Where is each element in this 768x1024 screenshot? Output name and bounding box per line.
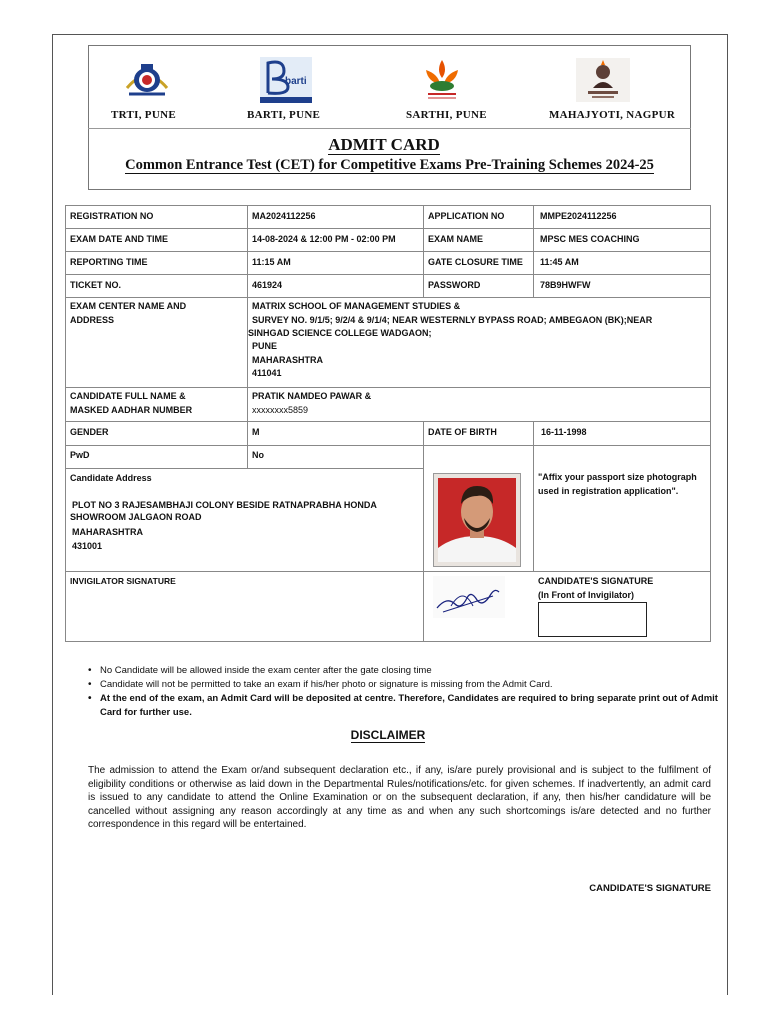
- admit-card-subtitle: [88, 157, 691, 174]
- footer-candidate-signature: CANDIDATE'S SIGNATURE: [589, 883, 711, 894]
- instruction-item: • Candidate will not be permitted to take an exam if his/her photo or signature is missing from the Admit Card.: [88, 678, 718, 692]
- candidate-signature-label-line-1: CANDIDATE'S SIGNATURE: [538, 576, 654, 586]
- header-divider: [88, 128, 691, 129]
- exam-center-label-line-1: EXAM CENTER NAME AND: [70, 301, 187, 311]
- gender-value: M: [252, 427, 260, 437]
- exam-center-label-line-2: ADDRESS: [70, 314, 115, 325]
- row-line: [65, 228, 711, 229]
- logo-label-barti: BARTI, PUNE: [247, 109, 321, 121]
- ticket-no-label: TICKET NO.: [70, 280, 121, 290]
- candidate-address-line-3: MAHARASHTRA: [72, 527, 143, 537]
- candidate-address-line-2: SHOWROOM JALGAON ROAD: [70, 512, 202, 522]
- row-line: [65, 468, 424, 469]
- photo-instruction: [538, 471, 697, 498]
- disclaimer-title-text: DISCLAIMER: [350, 728, 426, 742]
- exam-center-line-6: 411041: [252, 368, 282, 378]
- logo-label-mahajyoti: MAHAJYOTI, NAGPUR: [549, 109, 676, 121]
- trti-emblem-icon: [121, 58, 173, 100]
- dob-label: DATE OF BIRTH: [428, 427, 497, 437]
- instructions-list: [88, 664, 718, 720]
- masked-aadhar: xxxxxxxx5859: [252, 404, 309, 415]
- table-border-left: [65, 205, 66, 642]
- table-border-right: [710, 205, 711, 642]
- photo-instruction-line-1: "Affix your passport size photograph: [538, 472, 697, 482]
- exam-name-value: MPSC MES COACHING: [540, 234, 640, 244]
- exam-center-value-cont: [252, 340, 323, 381]
- candidate-name-label: [70, 390, 192, 417]
- candidate-signature-image: [433, 576, 505, 618]
- gate-closure-value: 11:45 AM: [540, 257, 579, 267]
- col-line: [533, 421, 534, 572]
- reporting-time-label: REPORTING TIME: [70, 257, 148, 267]
- candidate-name: PRATIK NAMDEO PAWAR &: [252, 391, 372, 401]
- ticket-no-value: 461924: [252, 280, 283, 290]
- registration-no-label: REGISTRATION NO: [70, 211, 154, 221]
- photo-instruction-line-2: used in registration application".: [538, 485, 679, 496]
- instruction-item: • No Candidate will be allowed inside the exam center after the gate closing time: [88, 664, 718, 678]
- application-no-label: APPLICATION NO: [428, 211, 505, 221]
- exam-date-value: 14-08-2024 & 12:00 PM - 02:00 PM: [252, 234, 396, 244]
- instruction-item: • At the end of the exam, an Admit Card will be deposited at centre. Therefore, Candidates are required to bring separate print out of Admit Card for further use.: [88, 692, 718, 720]
- exam-center-line-2: SURVEY NO. 9/1/5; 9/2/4 & 9/1/4; NEAR WESTERNLY BYPASS ROAD; AMBEGAON (BK);NEAR: [252, 314, 653, 325]
- registration-no-value: MA2024112256: [252, 211, 316, 221]
- admit-card-title: [0, 135, 768, 155]
- table-border-top: [65, 205, 711, 206]
- gender-label: GENDER: [70, 427, 109, 437]
- candidate-signature-label: [538, 575, 653, 602]
- candidate-signature-label-line-2: (In Front of Invigilator): [538, 589, 634, 600]
- col-line: [533, 205, 534, 298]
- logo-label-sarthi: SARTHI, PUNE: [406, 109, 487, 121]
- reporting-time-value: 11:15 AM: [252, 257, 291, 267]
- candidate-name-label-line-2: MASKED AADHAR NUMBER: [70, 404, 193, 415]
- dob-value: 16-11-1998: [541, 427, 587, 437]
- row-line: [65, 274, 711, 275]
- row-line: [65, 421, 711, 422]
- sarthi-logo-icon: [418, 56, 466, 106]
- password-value: 78B9HWFW: [540, 280, 591, 290]
- row-line: [65, 571, 711, 572]
- admit-card-title-text: ADMIT CARD: [328, 135, 440, 154]
- row-line: [65, 445, 711, 446]
- candidate-address-label: Candidate Address: [70, 473, 152, 483]
- exam-name-label: EXAM NAME: [428, 234, 484, 244]
- table-border-bottom: [65, 641, 711, 642]
- exam-center-line-1: MATRIX SCHOOL OF MANAGEMENT STUDIES &: [252, 301, 461, 311]
- candidate-name-label-line-1: CANDIDATE FULL NAME &: [70, 391, 186, 401]
- exam-center-value: [252, 300, 652, 327]
- barti-logo-wordmark: barti: [285, 76, 307, 87]
- col-line: [423, 421, 424, 642]
- row-line: [65, 387, 711, 388]
- candidate-signature-box[interactable]: [538, 602, 647, 637]
- application-no-value: MMPE2024112256: [540, 211, 617, 221]
- disclaimer-text: The admission to attend the Exam or/and subsequent declaration etc., if any, is/are purely provisional and is subject to the fulfilment of eligibility conditions or otherwise as laid down in the Departmental Rules/notifications/etc. for given schemes. If inadvertently, an admit card is issued to any candidate to attend the Online Examination or on the subsequent declaration, if any, then his/her candidature will be cancelled without assigning any reason accordingly at any time as and when any such shortcomings is/are detected and no further correspondence in this regard will be entertained.: [88, 765, 711, 830]
- exam-center-line-4: PUNE: [252, 341, 278, 351]
- candidate-photo: [433, 473, 521, 567]
- logo-label-trti: TRTI, PUNE: [111, 109, 176, 121]
- exam-center-line-3: SINHGAD SCIENCE COLLEGE WADGAON;: [248, 328, 432, 338]
- exam-date-label: EXAM DATE AND TIME: [70, 234, 168, 244]
- exam-center-line-5: MAHARASHTRA: [252, 354, 323, 365]
- gate-closure-label: GATE CLOSURE TIME: [428, 257, 523, 267]
- row-line: [65, 251, 711, 252]
- row-line: [65, 297, 711, 298]
- candidate-address-line-1: PLOT NO 3 RAJESAMBHAJI COLONY BESIDE RATNAPRABHA HONDA: [72, 500, 377, 510]
- candidate-name-value: [252, 390, 371, 417]
- candidate-address-line-4: 431001: [72, 541, 103, 551]
- exam-center-label: [70, 300, 186, 327]
- invigilator-signature-label: INVIGILATOR SIGNATURE: [70, 576, 176, 586]
- mahajyoti-logo-icon: [576, 58, 630, 102]
- admit-card-subtitle-text: Common Entrance Test (CET) for Competitive Exams Pre-Training Schemes 2024-25: [125, 157, 654, 173]
- col-line: [423, 205, 424, 298]
- pwd-value: No: [252, 450, 264, 460]
- disclaimer-title: [0, 728, 768, 742]
- password-label: PASSWORD: [428, 280, 481, 290]
- pwd-label: PwD: [70, 450, 90, 460]
